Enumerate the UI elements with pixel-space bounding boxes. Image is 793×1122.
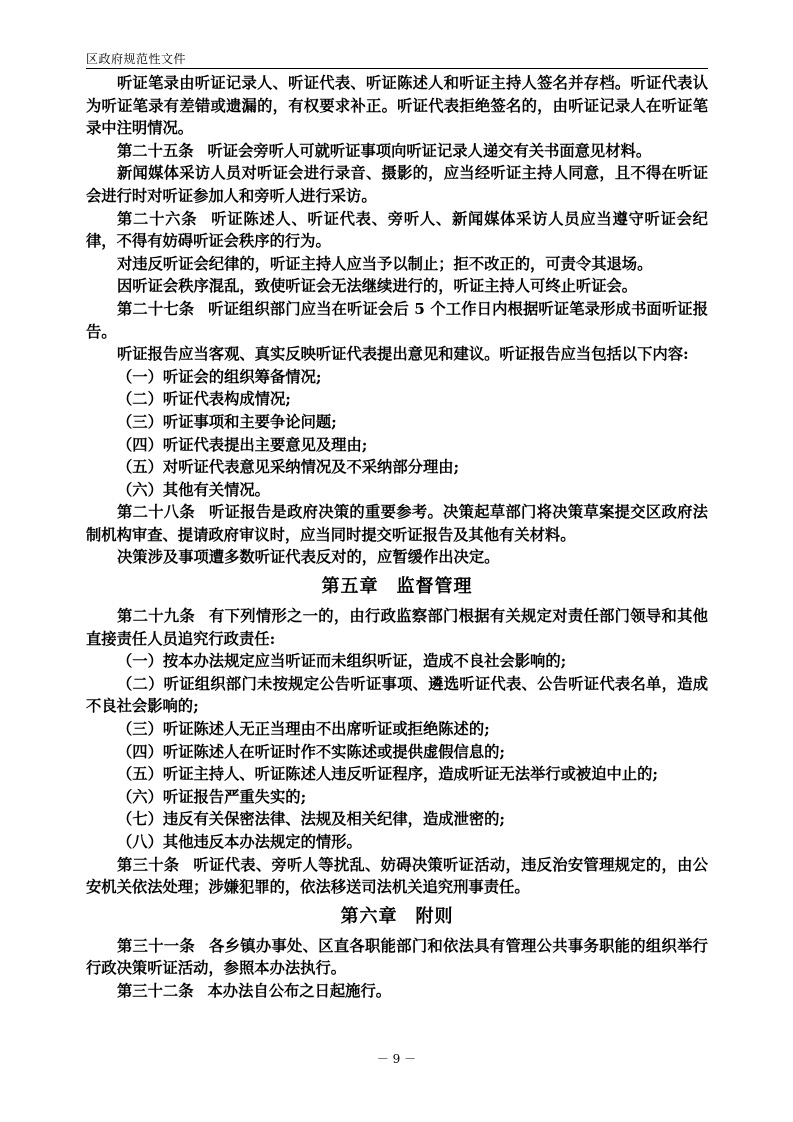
chapter-heading — [86, 902, 708, 932]
article-label: 第二十九条 — [117, 607, 196, 626]
article-paragraph — [86, 140, 708, 163]
body-paragraph — [86, 741, 708, 764]
paragraph-text: 各乡镇办事处、区直各职能部门和依法具有管理公共事务职能的组织举行行政决策听证活动，参照本办法执行。 — [86, 936, 708, 978]
document-body — [86, 72, 708, 1003]
paragraph-text: 听证报告应当客观、真实反映听证代表提出意见和建议。听证报告应当包括以下内容: — [117, 345, 689, 364]
body-paragraph — [86, 786, 708, 809]
paragraph-text: （一）按本办法规定应当听证而未组织听证，造成不良社会影响的; — [117, 652, 567, 671]
paragraph-text: 听证陈述人、听证代表、旁听人、新闻媒体采访人员应当遵守听证会纪律，不得有妨碍听证会秩序的行为。 — [86, 209, 708, 251]
body-paragraph — [86, 763, 708, 786]
body-paragraph — [86, 366, 708, 389]
body-paragraph — [86, 546, 708, 569]
article-paragraph — [86, 605, 708, 650]
body-paragraph — [86, 275, 708, 298]
body-paragraph — [86, 808, 708, 831]
body-paragraph — [86, 343, 708, 366]
paragraph-text: （六）其他有关情况。 — [117, 480, 270, 499]
chapter-number: 第五章 — [321, 576, 379, 598]
chapter-heading — [86, 572, 708, 602]
article-label: 第二十七条 — [117, 299, 195, 318]
body-paragraph — [86, 72, 708, 140]
body-paragraph — [86, 388, 708, 411]
chapter-title: 监督管理 — [396, 576, 473, 598]
paragraph-text: （四）听证陈述人在听证时作不实陈述或提供虚假信息的; — [117, 742, 506, 761]
chapter-number: 第六章 — [340, 905, 398, 927]
article-paragraph — [86, 298, 708, 343]
paragraph-text: 听证笔录由听证记录人、听证代表、听证陈述人和听证主持人签名并存档。听证代表认为听证笔录有差错或遗漏的，有权要求补正。听证代表拒绝签名的，由听证记录人在听证笔录中注明情况。 — [86, 74, 708, 138]
article-paragraph — [86, 854, 708, 899]
header-divider — [86, 68, 708, 69]
article-label: 第三十二条 — [117, 981, 194, 1000]
paragraph-text: 有下列情形之一的，由行政监察部门根据有关规定对责任部门领导和其他直接责任人员追究行政责任: — [86, 607, 708, 648]
paragraph-text: 新闻媒体采访人员对听证会进行录音、摄影的，应当经听证主持人同意，且不得在听证会进行时对听证参加人和旁听人进行采访。 — [86, 164, 708, 205]
paragraph-text: 对违反听证会纪律的，听证主持人应当予以制止；拒不改正的，可责令其退场。 — [117, 254, 653, 273]
paragraph-text: （八）其他违反本办法规定的情形。 — [117, 833, 362, 851]
paragraph-text: 听证代表、旁听人等扰乱、妨碍决策听证活动，违反治安管理规定的，由公安机关依法处理；涉嫌犯罪的，依法移送司法机关追究刑事责任。 — [86, 855, 708, 897]
body-paragraph — [86, 479, 708, 502]
paragraph-text: （三）听证事项和主要争论问题; — [117, 412, 337, 431]
article-label: 第三十一条 — [117, 936, 196, 955]
body-paragraph — [86, 831, 708, 854]
article-label: 第二十八条 — [117, 503, 196, 522]
paragraph-text: 本办法自公布之日起施行。 — [207, 981, 392, 1000]
body-paragraph — [86, 411, 708, 434]
body-paragraph — [86, 434, 708, 457]
paragraph-text: 听证报告是政府决策的重要参考。决策起草部门将决策草案提交区政府法制机构审查、提请政府审议时，应当同时提交听证报告及其他有关材料。 — [86, 503, 708, 544]
document-header: 区政府规范性文件 — [86, 52, 187, 66]
article-label: 第二十六条 — [117, 209, 198, 228]
body-paragraph — [86, 718, 708, 741]
body-paragraph — [86, 456, 708, 479]
paragraph-text: （一）听证会的组织筹备情况; — [117, 367, 322, 386]
article-paragraph — [86, 935, 708, 980]
article-paragraph — [86, 501, 708, 546]
paragraph-text: （二）听证代表构成情况; — [117, 390, 291, 409]
body-paragraph — [86, 650, 708, 673]
paragraph-text: （五）对听证代表意见采纳情况及不采纳部分理由; — [117, 458, 460, 477]
body-paragraph — [86, 673, 708, 718]
body-paragraph — [86, 162, 708, 207]
article-paragraph — [86, 208, 708, 253]
chapter-title: 附则 — [415, 905, 454, 927]
paragraph-text: （五）听证主持人、听证陈述人违反听证程序，造成听证无法举行或被迫中止的; — [117, 765, 659, 784]
paragraph-text: （二）听证组织部门未按规定公告听证事项、遴选听证代表、公告听证代表名单，造成不良社会影响的; — [86, 674, 708, 716]
paragraph-text: 因听证会秩序混乱，致使听证会无法继续进行的，听证主持人可终止听证会。 — [117, 277, 638, 296]
paragraph-text: 听证组织部门应当在听证会后 5 个工作日内根据听证笔录形成书面听证报告。 — [86, 299, 708, 341]
article-label: 第三十条 — [117, 855, 180, 874]
paragraph-text: （四）听证代表提出主要意见及理由; — [117, 435, 368, 454]
page-number: － 9 － — [376, 1052, 417, 1066]
paragraph-text: （三）听证陈述人无正当理由不出席听证或拒绝陈述的; — [117, 720, 490, 739]
article-label: 第二十五条 — [117, 141, 194, 160]
paragraph-text: 决策涉及事项遭多数听证代表反对的，应暂缓作出决定。 — [117, 548, 500, 567]
body-paragraph — [86, 253, 708, 276]
paragraph-text: （七）违反有关保密法律、法规及相关纪律，造成泄密的; — [117, 810, 506, 829]
paragraph-text: 听证会旁听人可就听证事项向听证记录人递交有关书面意见材料。 — [207, 141, 652, 160]
article-paragraph — [86, 980, 708, 1003]
paragraph-text: （六）听证报告严重失实的; — [117, 787, 307, 806]
